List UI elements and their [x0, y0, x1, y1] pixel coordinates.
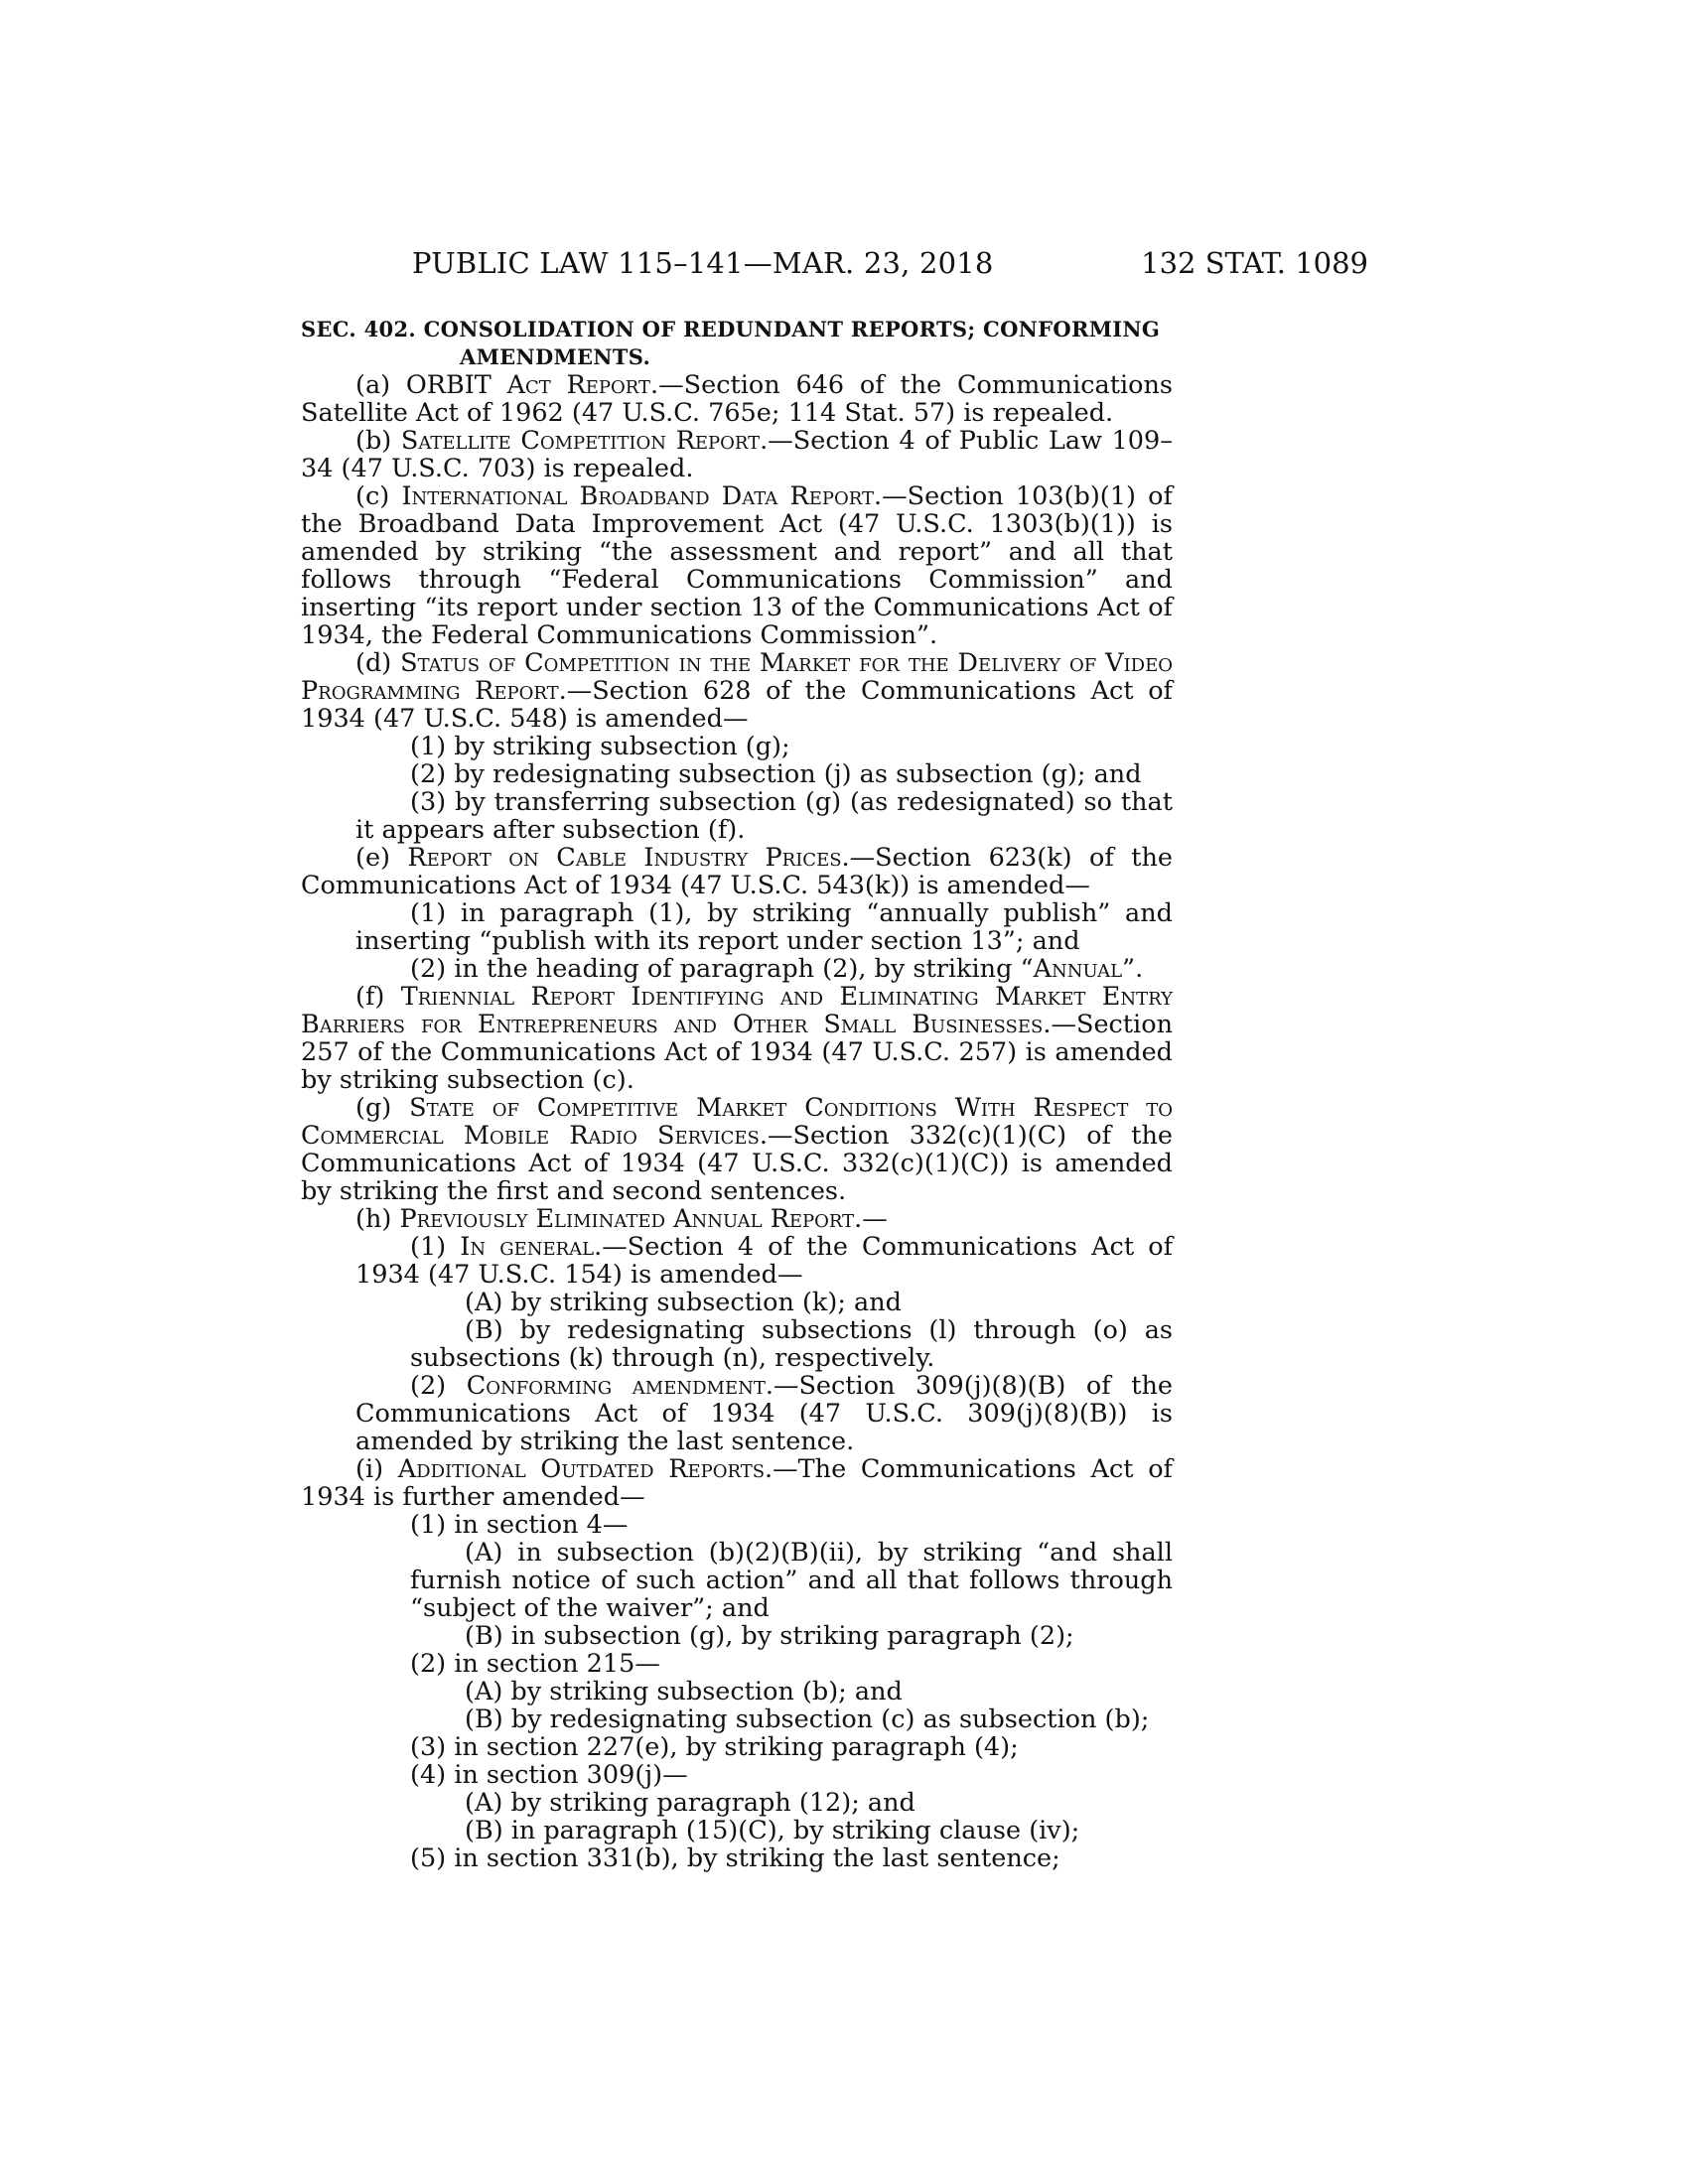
subsection-caption: ORBIT Act Report. [405, 370, 659, 400]
statute-page-number: 132 STAT. 1089 [1141, 246, 1368, 280]
subsection-d [301, 649, 1173, 733]
section-heading-line2: AMENDMENTS. [460, 344, 651, 369]
subsection-text: —Section 103(b)(1) of the Broadband Data Improvement Act (47 U.S.C. 1303(b)(1)) is amended by striking “the assessment and report” and all that follows through “Federal Communications Commission” and inserting “its report under section 13 of the Communications Act of 1934, the Federal Communications Commission”. [301, 481, 1173, 650]
subparagraph-i-2-b: (B) by redesignating subsection (c) as subsection (b); [465, 1705, 1150, 1734]
paragraph-i-2: (2) in section 215— [410, 1649, 660, 1679]
paragraph-i-5: (5) in section 331(b), by striking the last sentence; [410, 1843, 1060, 1873]
subsection-caption: Satellite Competition Report. [400, 426, 769, 456]
paragraph-i-4: (4) in section 309(j)— [410, 1760, 688, 1790]
subparagraph-i-4-a: (A) by striking paragraph (12); and [465, 1788, 915, 1818]
subsection-label: (g) [355, 1093, 410, 1123]
subsection-text: —Section 257 of the Communications Act of 1934 (47 U.S.C. 257) is amended by striking subsection (c). [301, 1010, 1173, 1095]
subsection-caption: State of Competitive Market Conditions With Respect to Commercial Mobile Radio Services. [301, 1093, 1173, 1151]
subsection-text: —Section 623(k) of the Communications Act of 1934 (47 U.S.C. 543(k)) is amended— [301, 843, 1173, 900]
subsection-caption: Report on Cable Industry Prices. [407, 843, 850, 873]
paragraph-caption: In general. [460, 1232, 603, 1262]
section-heading [301, 316, 1175, 371]
paragraph-i-1: (1) in section 4— [410, 1510, 629, 1540]
paragraph-text: —Section 309(j)(8)(B) of the Communications Act of 1934 (47 U.S.C. 309(j)(8)(B)) is amended by striking the last sentence. [355, 1371, 1173, 1456]
subsection-text: —Section 646 of the Communications Satellite Act of 1962 (47 U.S.C. 765e; 114 Stat. 57) is repealed. [301, 370, 1173, 428]
subsection-caption: Additional Outdated Reports. [397, 1454, 774, 1484]
subsection-a [301, 371, 1173, 427]
subsection-f [301, 983, 1173, 1094]
section-body [301, 371, 1173, 1872]
paragraph-h-2 [355, 1372, 1173, 1455]
running-title: PUBLIC LAW 115–141—MAR. 23, 2018 [412, 246, 994, 280]
paragraph-caption: Conforming amendment. [466, 1371, 774, 1401]
paragraph-label: (1) [410, 1232, 461, 1262]
subsection-text: — [862, 1204, 888, 1234]
subsection-label: (f) [355, 982, 401, 1012]
paragraph-e-1: (1) in paragraph (1), by striking “annually publish” and inserting “publish with its report under section 13”; and [355, 898, 1173, 956]
paragraph-label: (2) [410, 1371, 467, 1401]
subsection-label: (h) [355, 1204, 400, 1234]
subsection-text: —Section 332(c)(1)(C) of the Communications Act of 1934 (47 U.S.C. 332(c)(1)(C)) is amended by striking the first and second sentences. [301, 1121, 1173, 1206]
subsection-b [301, 427, 1173, 482]
heading-reference: Annual [1033, 954, 1123, 984]
paragraph-text: —Section 4 of the Communications Act of 1934 (47 U.S.C. 154) is amended— [355, 1232, 1174, 1290]
subsection-g [301, 1094, 1173, 1205]
paragraph-i-3: (3) in section 227(e), by striking paragraph (4); [410, 1732, 1019, 1762]
subsection-text: —The Communications Act of 1934 is further amended— [301, 1454, 1173, 1512]
subsection-label: (a) [355, 370, 406, 400]
subparagraph-i-4-b: (B) in paragraph (15)(C), by striking clause (iv); [465, 1816, 1080, 1845]
paragraph-text: (2) in the heading of paragraph (2), by striking “ [410, 954, 1034, 984]
subparagraph-i-1-b: (B) in subsection (g), by striking paragraph (2); [465, 1621, 1074, 1651]
subsection-label: (b) [355, 426, 401, 456]
section-heading-line1: SEC. 402. CONSOLIDATION OF REDUNDANT REPORTS; CONFORMING [301, 317, 1161, 341]
subsection-caption: Previously Eliminated Annual Report. [399, 1204, 863, 1234]
paragraph-h-1 [355, 1233, 1173, 1289]
paragraph-d-1: (1) by striking subsection (g); [410, 732, 790, 761]
subsection-caption: Triennial Report Identifying and Eliminating Market Entry Barriers for Entrepreneurs and Other Small Businesses. [301, 982, 1173, 1039]
subparagraph-i-1-a: (A) in subsection (b)(2)(B)(ii), by striking “and shall furnish notice of such action” and all that follows through “subject of the waiver”; and [410, 1538, 1173, 1623]
subsection-e [301, 844, 1173, 899]
subsection-label: (d) [355, 648, 401, 678]
subsection-text: —Section 4 of Public Law 109–34 (47 U.S.C. 703) is repealed. [301, 426, 1174, 483]
subsection-h [301, 1205, 1173, 1233]
subsection-i [301, 1455, 1173, 1511]
subsection-text: —Section 628 of the Communications Act of 1934 (47 U.S.C. 548) is amended— [301, 676, 1173, 734]
subparagraph-h-1-a: (A) by striking subsection (k); and [465, 1288, 902, 1317]
page-header [301, 246, 1368, 286]
paragraph-text: ”. [1122, 954, 1144, 984]
paragraph-e-2 [355, 955, 1173, 983]
paragraph-d-2: (2) by redesignating subsection (j) as subsection (g); and [410, 759, 1142, 789]
subsection-label: (i) [355, 1454, 398, 1484]
subparagraph-h-1-b: (B) by redesignating subsections (l) through (o) as subsections (k) through (n), respectively. [410, 1315, 1173, 1373]
subsection-c [301, 482, 1173, 649]
subsection-caption: Status of Competition in the Market for the Delivery of Video Programming Report. [301, 648, 1174, 706]
subsection-label: (e) [355, 843, 408, 873]
subsection-caption: International Broadband Data Report. [401, 481, 883, 511]
paragraph-d-3: (3) by transferring subsection (g) (as redesignated) so that it appears after subsection (f). [355, 787, 1173, 845]
subparagraph-i-2-a: (A) by striking subsection (b); and [465, 1677, 903, 1706]
subsection-label: (c) [355, 481, 402, 511]
